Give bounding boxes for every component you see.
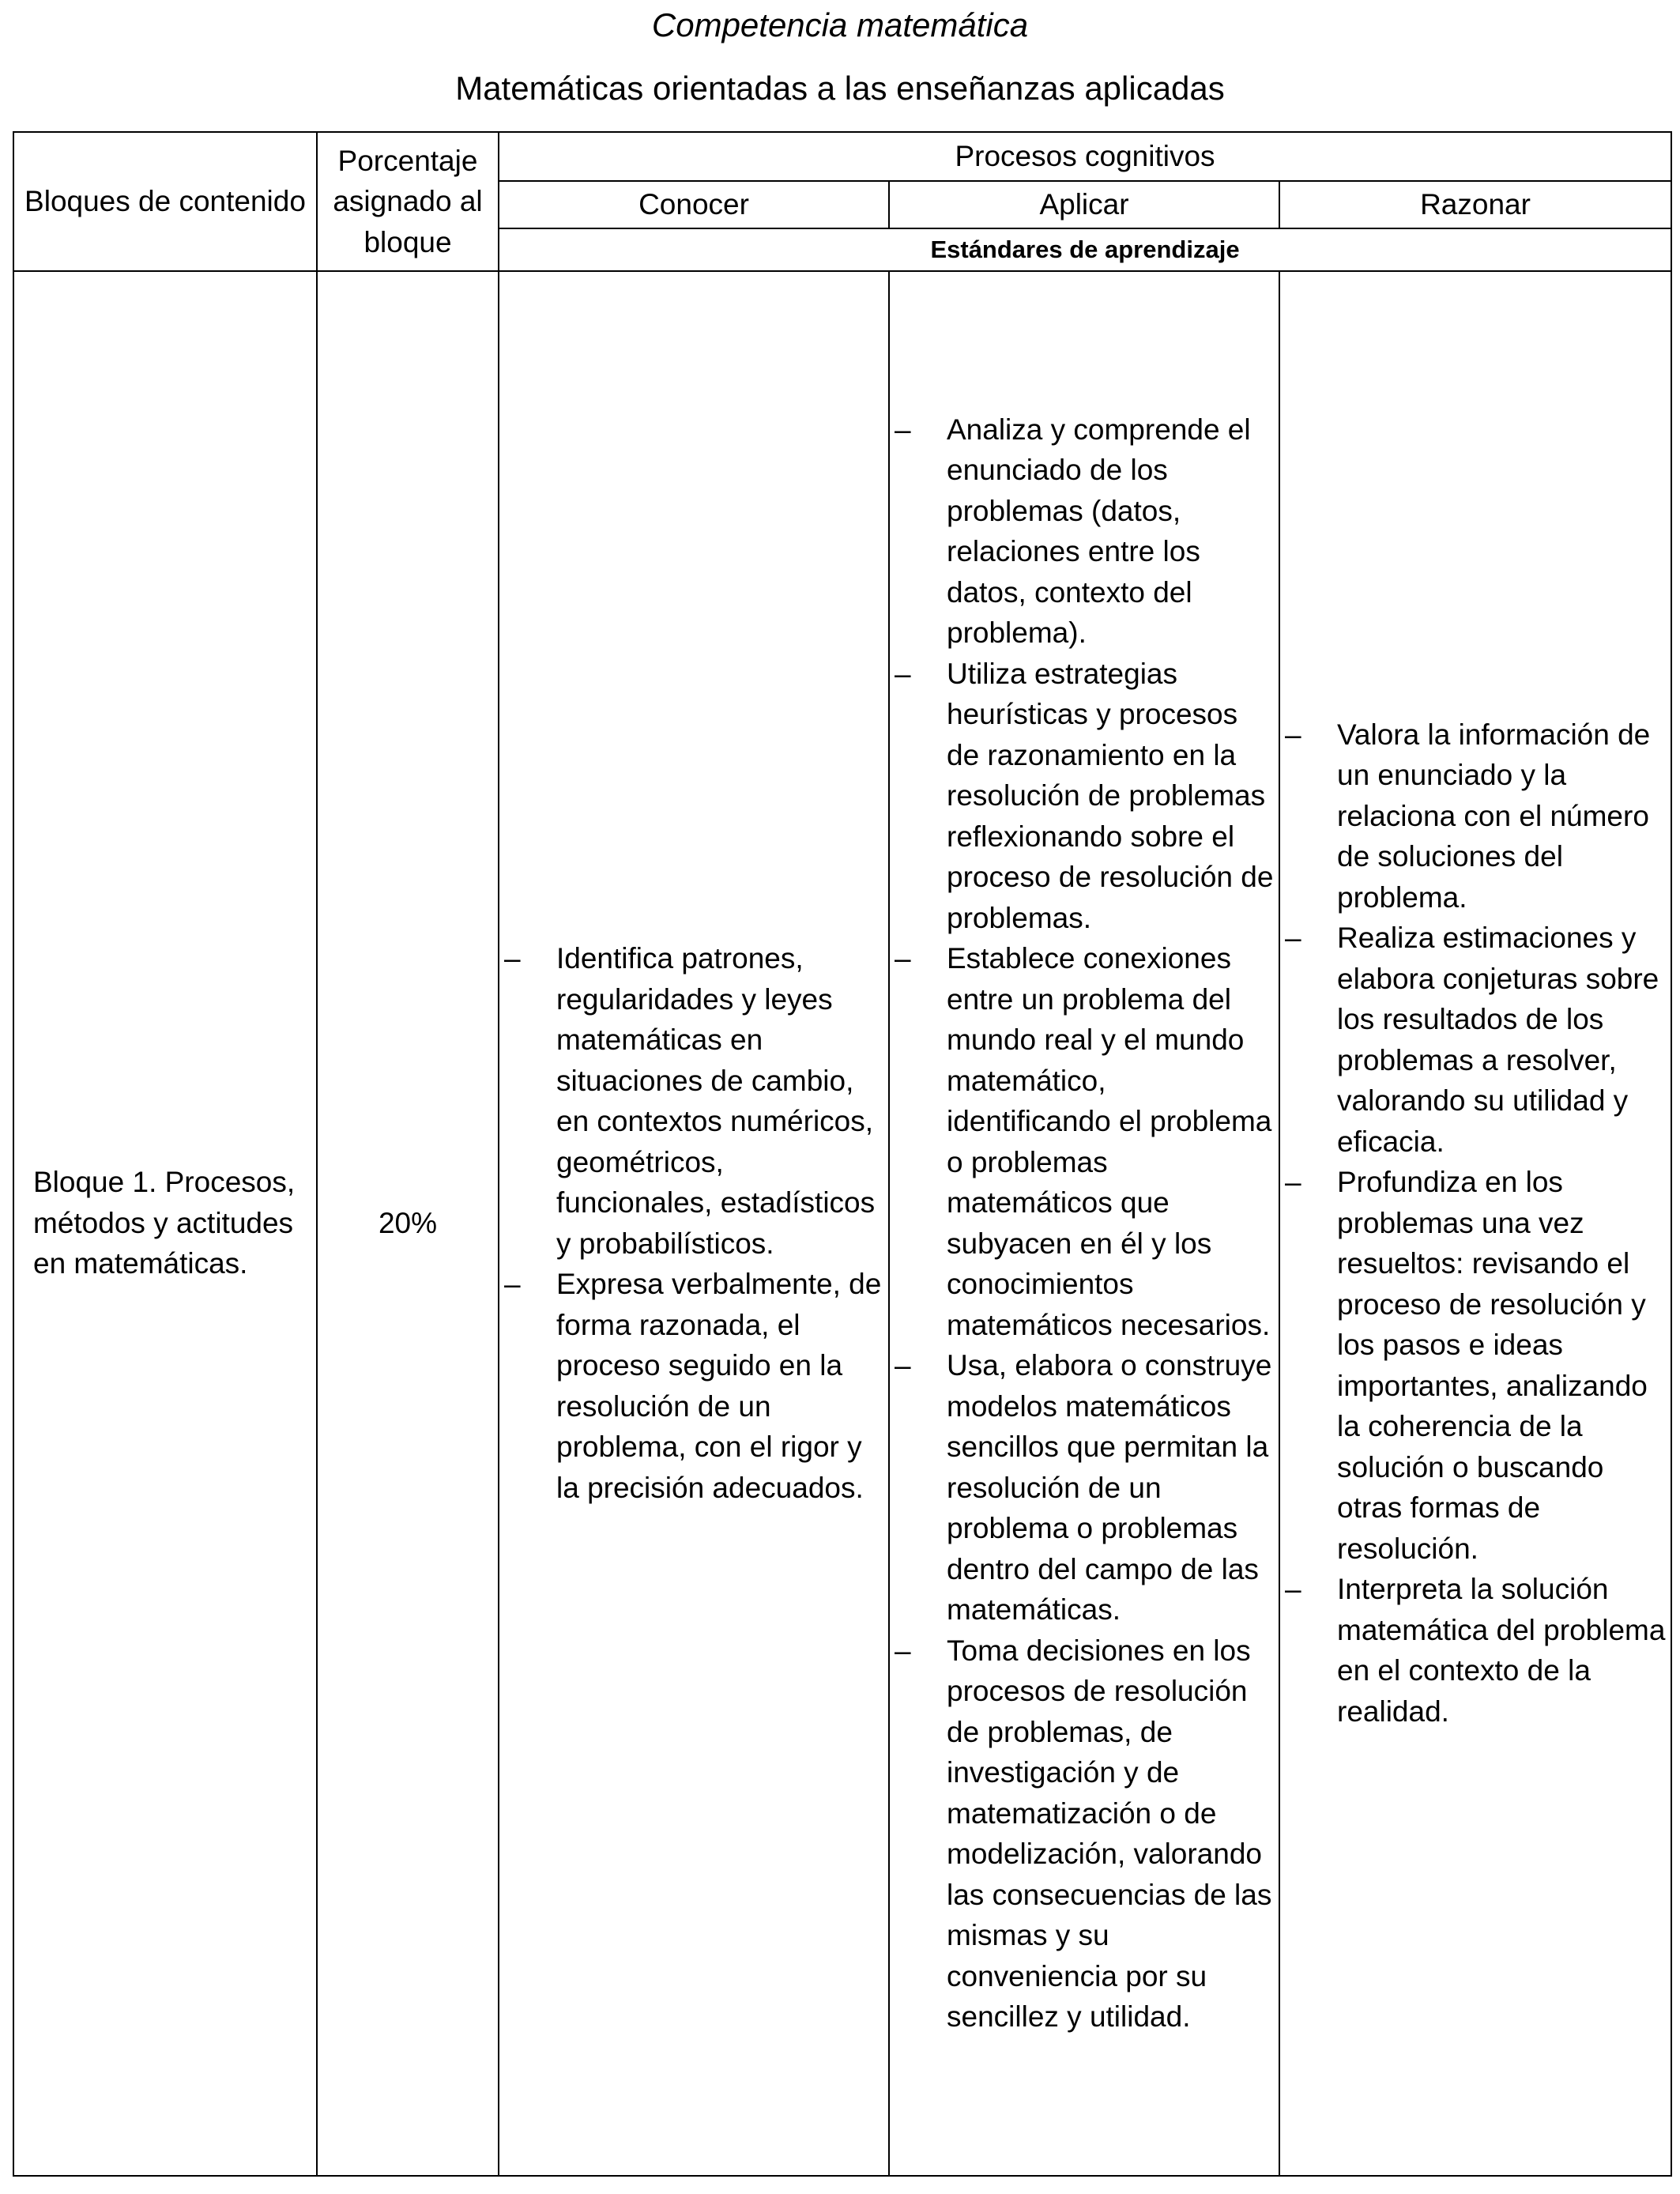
dash-bullet: – xyxy=(504,942,521,974)
dash-bullet: – xyxy=(504,1268,521,1300)
dash-bullet: – xyxy=(1285,922,1301,955)
header-procesos: Procesos cognitivos xyxy=(499,132,1671,181)
razonar-list xyxy=(1280,714,1671,1732)
dash-bullet: – xyxy=(1285,1166,1301,1199)
list-item xyxy=(890,654,1279,939)
list-item xyxy=(890,1630,1279,2038)
page-title: Competencia matemática xyxy=(651,6,1029,43)
header-aplicar: Aplicar xyxy=(889,181,1279,228)
standard-text: Analiza y comprende el enunciado de los problemas (datos, relaciones entre los datos, contexto del problema). xyxy=(947,413,1251,649)
table-row xyxy=(13,271,1671,2176)
list-item xyxy=(890,938,1279,1345)
aplicar-cell xyxy=(889,271,1279,2176)
standard-text: Identifica patrones, regularidades y leyes matemáticas en situaciones de cambio, en contextos numéricos, geométricos, funcionales, estadísticos y probabilísticos. xyxy=(556,942,876,1260)
header-razonar: Razonar xyxy=(1279,181,1671,228)
dash-bullet: – xyxy=(895,942,911,974)
list-item xyxy=(890,1345,1279,1630)
standard-text: Interpreta la solución matemática del problema en el contexto de la realidad. xyxy=(1337,1573,1666,1728)
list-item xyxy=(1280,714,1671,918)
standard-text: Valora la información de un enunciado y la relaciona con el número de soluciones del problema. xyxy=(1337,718,1651,914)
porcentaje-cell: 20% xyxy=(317,271,499,2176)
header-estandares: Estándares de aprendizaje xyxy=(499,228,1671,271)
list-item xyxy=(890,409,1279,654)
standard-text: Toma decisiones en los procesos de resolución de problemas, de investigación y de matematización o de modelización, valorando las consecuencias de las mismas y su conveniencia por su sencillez y utilidad. xyxy=(947,1634,1272,2033)
dash-bullet: – xyxy=(895,413,911,446)
page-subtitle: Matemáticas orientadas a las enseñanzas aplicadas xyxy=(455,70,1225,107)
aplicar-list xyxy=(890,409,1279,2038)
header-porcentaje: Porcentaje asignado al bloque xyxy=(317,132,499,271)
list-item xyxy=(1280,918,1671,1162)
razonar-cell xyxy=(1279,271,1671,2176)
list-item xyxy=(499,938,888,1264)
conocer-list xyxy=(499,938,888,1508)
standard-text: Profundiza en los problemas una vez resueltos: revisando el proceso de resolución y los pasos e ideas importantes, analizando la coherencia de la solución o buscando otras formas de resolución. xyxy=(1337,1166,1648,1565)
standard-text: Realiza estimaciones y elabora conjeturas sobre los resultados de los problemas a resolver, valorando su utilidad y eficacia. xyxy=(1337,922,1659,1158)
header-bloques: Bloques de contenido xyxy=(13,132,317,271)
dash-bullet: – xyxy=(1285,718,1301,751)
standard-text: Utiliza estrategias heurísticas y procesos de razonamiento en la resolución de problemas reflexionando sobre el proceso de resolución de problemas. xyxy=(947,657,1274,934)
dash-bullet: – xyxy=(895,1349,911,1382)
dash-bullet: – xyxy=(895,1634,911,1667)
list-item xyxy=(499,1264,888,1508)
list-item xyxy=(1280,1569,1671,1732)
conocer-cell xyxy=(499,271,889,2176)
standard-text: Establece conexiones entre un problema del mundo real y el mundo matemático, identificando el problema o problemas matemáticos que subyacen en él y los conocimientos matemáticos necesarios. xyxy=(947,942,1272,1341)
header-conocer: Conocer xyxy=(499,181,889,228)
standards-table xyxy=(13,131,1672,2177)
bloque-cell: Bloque 1. Procesos, métodos y actitudes en matemáticas. xyxy=(13,271,317,2176)
standard-text: Expresa verbalmente, de forma razonada, el proceso seguido en la resolución de un problema, con el rigor y la precisión adecuados. xyxy=(556,1268,882,1504)
standard-text: Usa, elabora o construye modelos matemáticos sencillos que permitan la resolución de un problema o problemas dentro del campo de las matemáticas. xyxy=(947,1349,1272,1626)
list-item xyxy=(1280,1162,1671,1569)
dash-bullet: – xyxy=(1285,1573,1301,1606)
dash-bullet: – xyxy=(895,657,911,690)
